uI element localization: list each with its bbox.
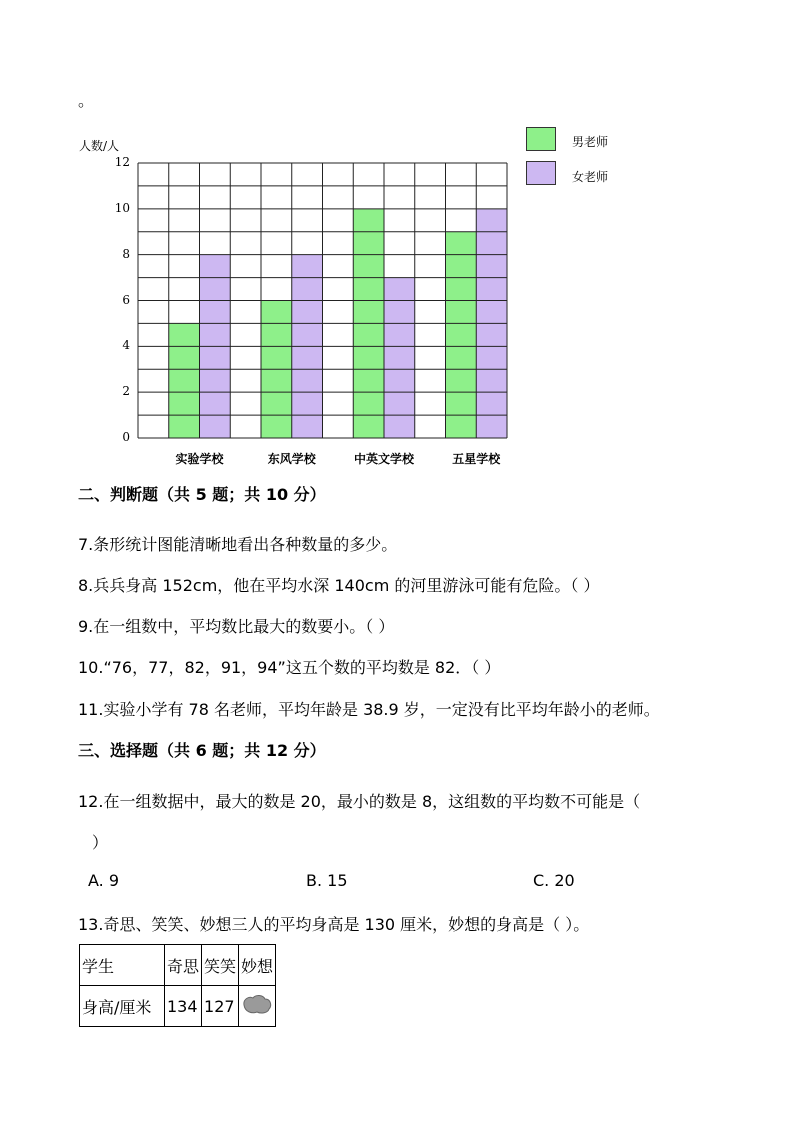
- legend-swatch-female: [526, 161, 556, 185]
- table-row: [80, 945, 276, 986]
- bar: [384, 278, 415, 438]
- question-10: 10.“76，77，82，91，94”这五个数的平均数是 82．（ ）: [78, 658, 501, 677]
- x-category-label: 中英文学校: [353, 452, 414, 466]
- ink-blot-icon: [241, 993, 273, 1015]
- option-c: C. 20: [533, 871, 575, 890]
- x-category-label: 五星学校: [452, 452, 501, 466]
- table-cell: 身高/厘米: [80, 986, 165, 1027]
- question-12-line-1: 12.在一组数据中，最大的数是 20，最小的数是 8，这组数的平均数不可能是（: [78, 792, 641, 811]
- section-3-heading: 三、选择题（共 6 题；共 12 分）: [78, 741, 326, 760]
- y-tick-label: 8: [122, 246, 130, 261]
- y-tick-label: 2: [122, 384, 130, 399]
- legend-swatch-male: [526, 127, 556, 151]
- legend-label-female: 女老师: [572, 170, 609, 184]
- bar: [169, 323, 200, 438]
- table-cell: 奇思: [165, 945, 202, 986]
- question-8: 8.兵兵身高 152cm，他在平均水深 140cm 的河里游泳可能有危险。（ ）: [78, 576, 600, 595]
- chart-plot: [0, 0, 794, 470]
- y-tick-label: 6: [122, 292, 130, 307]
- table-row: [80, 986, 276, 1027]
- question-12-line-2: ）: [92, 833, 109, 852]
- table-cell: 127: [202, 986, 239, 1027]
- question-9: 9.在一组数中，平均数比最大的数要小。（ ）: [78, 617, 395, 636]
- question-13: 13.奇思、笑笑、妙想三人的平均身高是 130 厘米，妙想的身高是（ ）。: [78, 915, 590, 934]
- question-7: 7.条形统计图能清晰地看出各种数量的多少。: [78, 535, 398, 554]
- y-tick-label: 10: [114, 200, 130, 215]
- y-tick-label: 0: [122, 430, 130, 444]
- x-category-label: 实验学校: [175, 452, 224, 466]
- height-table: [79, 944, 276, 1027]
- x-category-label: 东风学校: [267, 452, 316, 466]
- legend-label-male: 男老师: [572, 135, 609, 149]
- option-a: A. 9: [88, 871, 120, 890]
- y-tick-label: 4: [122, 338, 130, 353]
- y-tick-label: 12: [114, 155, 130, 169]
- table-cell: 学生: [80, 945, 165, 986]
- question-11: 11.实验小学有 78 名老师，平均年龄是 38.9 岁，一定没有比平均年龄小的老师。: [78, 700, 660, 719]
- table-cell: 妙想: [239, 945, 276, 986]
- table-cell: 134: [165, 986, 202, 1027]
- stray-period: 。: [78, 91, 95, 110]
- table-cell-obscured: [239, 986, 276, 1027]
- y-axis-label: 人数/人: [79, 139, 120, 153]
- bar: [446, 232, 477, 438]
- section-2-heading: 二、判断题（共 5 题；共 10 分）: [78, 485, 326, 504]
- table-cell: 笑笑: [202, 945, 239, 986]
- option-b: B. 15: [306, 871, 348, 890]
